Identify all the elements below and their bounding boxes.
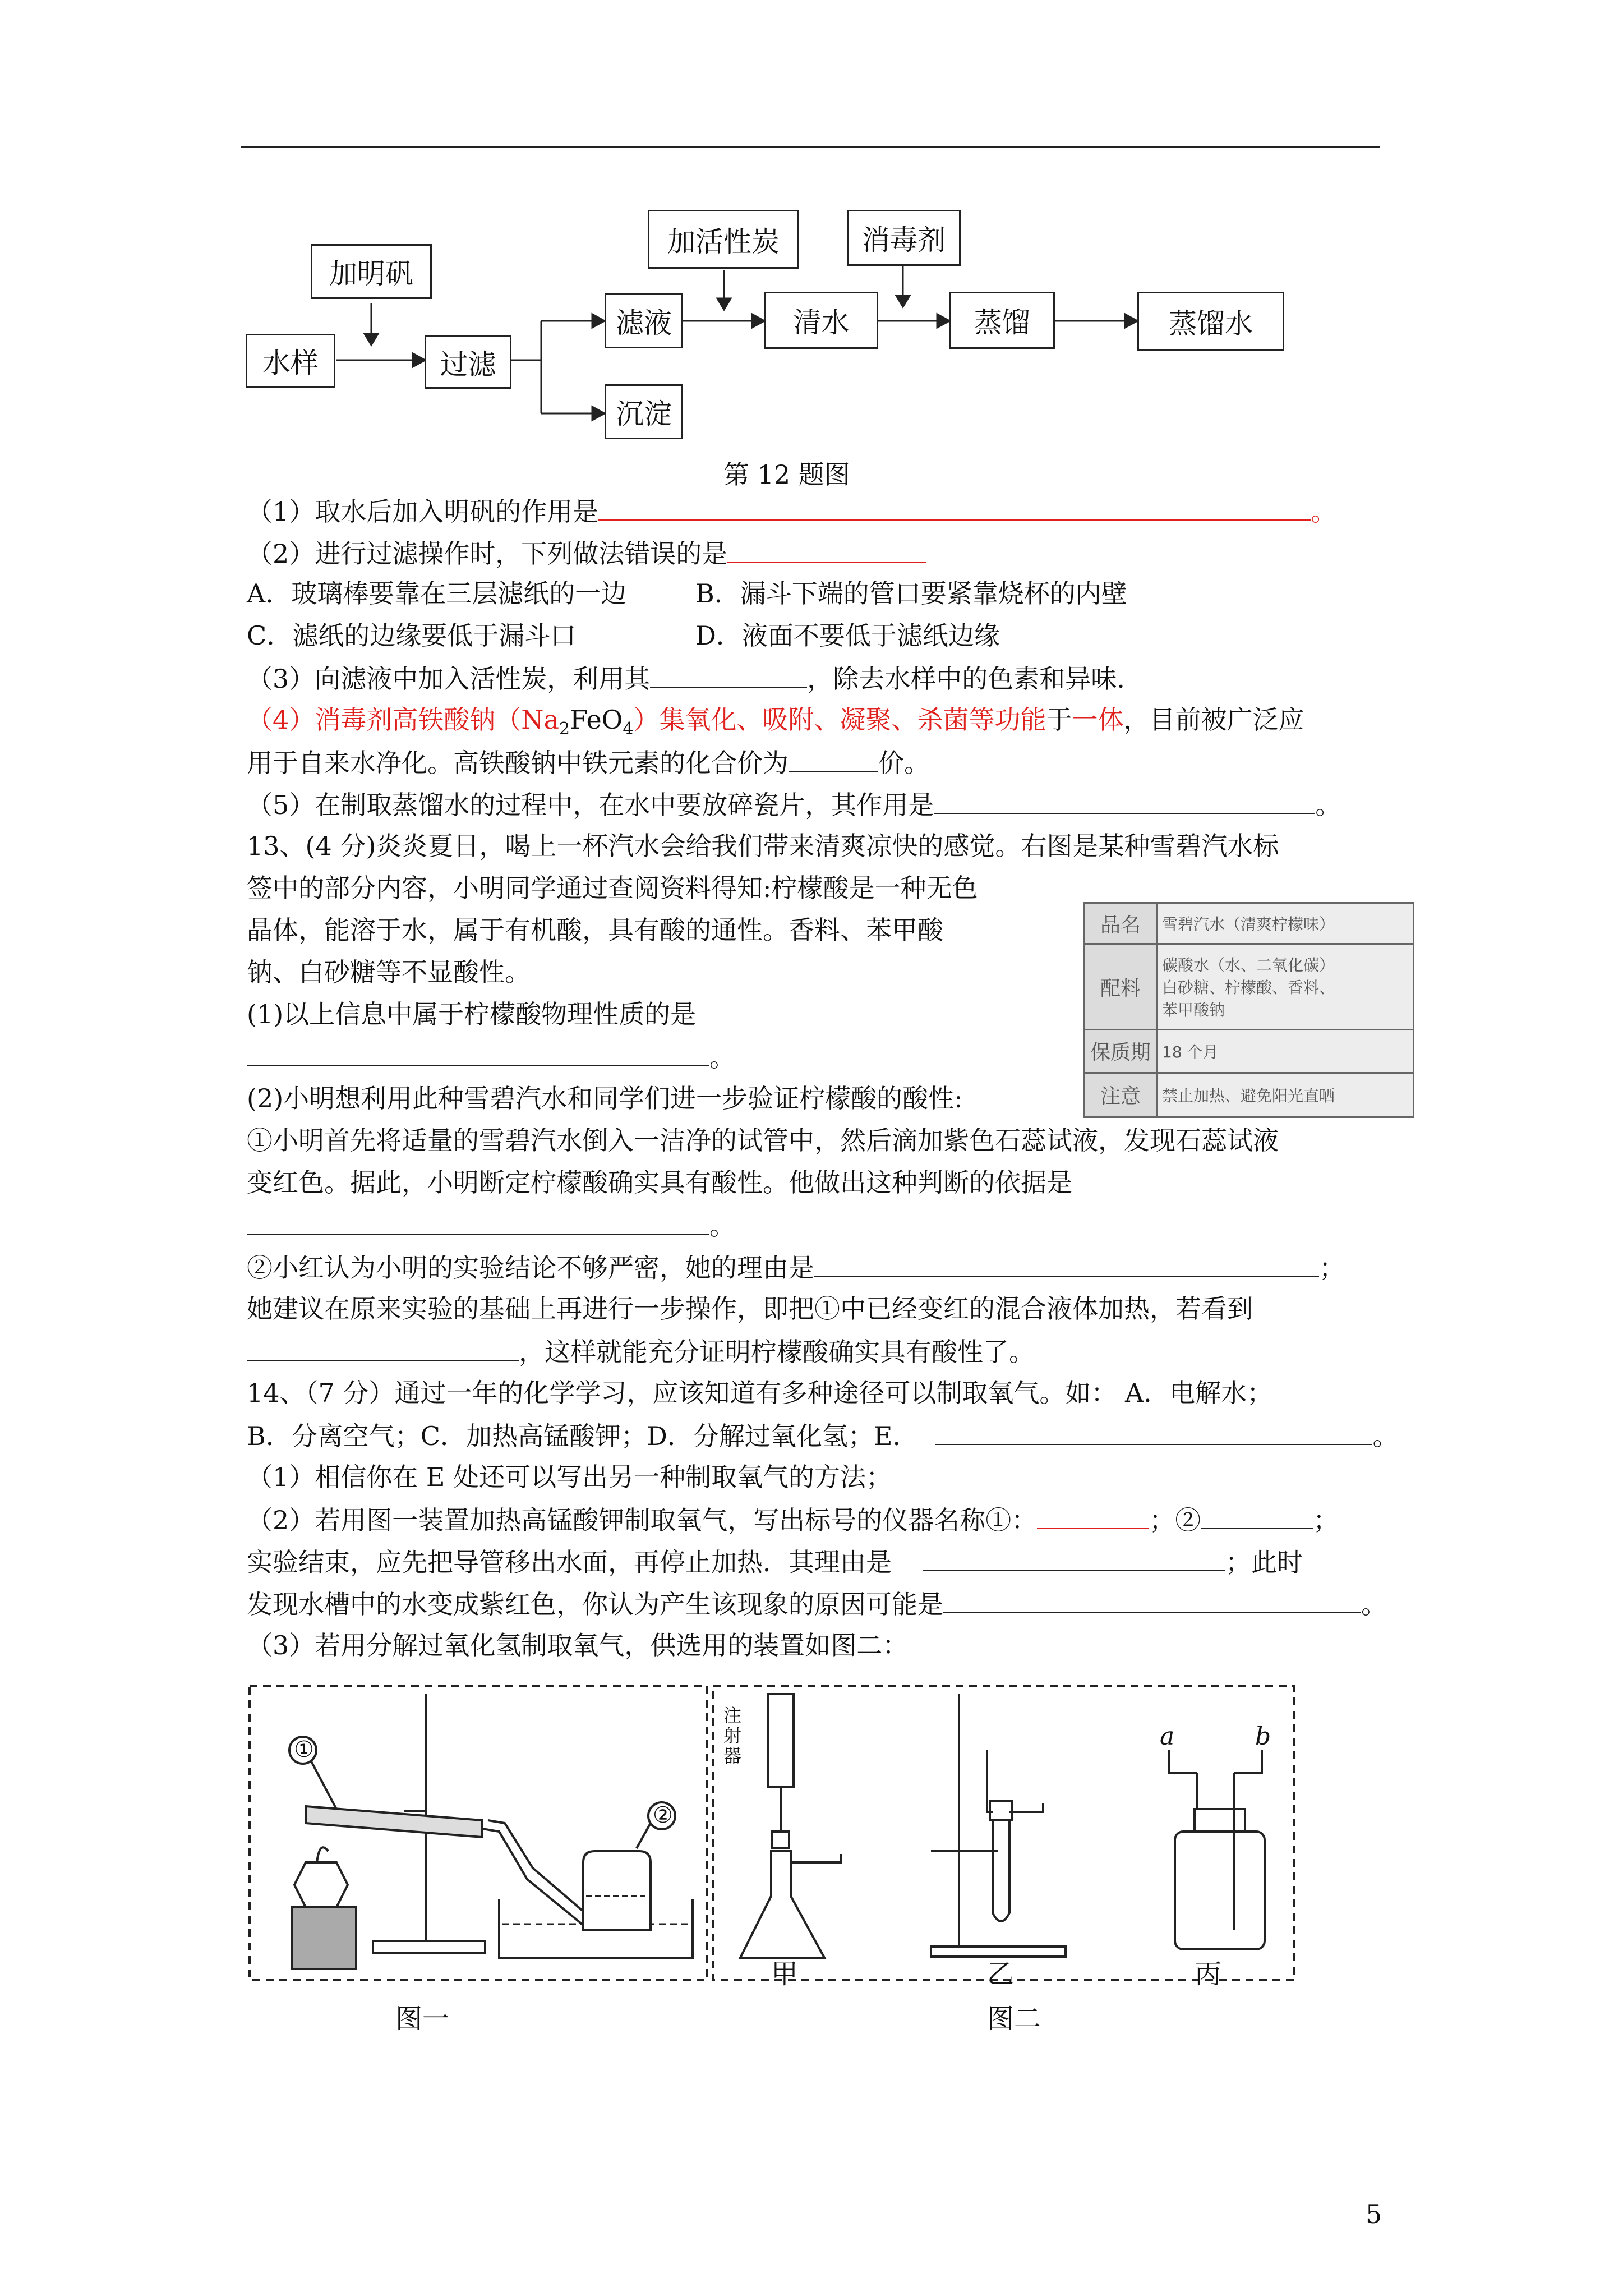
q14-line6: 发现水槽中的水变成紫红色，你认为产生该现象的原因可能是 。 <box>247 1586 1387 1621</box>
flow-box-alum: 加明矾 <box>311 244 432 299</box>
q12-part1: （1）取水后加入明矾的作用是 。 <box>247 494 1336 528</box>
figure2-label-b: b <box>1255 1722 1271 1751</box>
q12-part4-line2: 用于自来水净化。高铁酸钠中铁元素的化合价为 价。 <box>247 745 930 780</box>
figure2-label-a: a <box>1160 1722 1175 1751</box>
figure1-apparatus <box>289 1694 693 1969</box>
flow-box-clean-water: 清水 <box>764 292 878 349</box>
figure1-caption: 图一 <box>395 2003 450 2035</box>
flowchart-caption: 第 12 题图 <box>723 459 850 490</box>
q13-line8: ①小明首先将适量的雪碧汽水倒入一洁净的试管中，然后滴加紫色石蕊试液，发现石蕊试液 <box>247 1125 1279 1156</box>
flow-box-distilled-water: 蒸馏水 <box>1137 292 1284 351</box>
figure2-syringe-label: 注射器 <box>723 1705 742 1766</box>
page-number: 5 <box>1366 2199 1382 2229</box>
q12-part2: （2）进行过滤操作时，下列做法错误的是 <box>247 536 926 570</box>
figure2-label-jia: 甲 <box>771 1958 799 1990</box>
q13-line12: 她建议在原来实验的基础上再进行一步操作，即把①中已经变红的混合液体加热，若看到 <box>247 1294 1253 1324</box>
flow-box-distill: 蒸馏 <box>949 292 1055 349</box>
figure2-caption: 图二 <box>987 2003 1041 2035</box>
flow-box-sediment: 沉淀 <box>605 384 683 439</box>
q13-line10: 。 <box>247 1208 735 1243</box>
q13-line1: 13、(4 分)炎炎夏日，喝上一杯汽水会给我们带来清爽凉快的感觉。右图是某种雪碧汽水标 <box>247 831 1279 861</box>
q13-line11: ②小红认为小明的实验结论不够严密，她的理由是 ； <box>247 1250 1345 1285</box>
q14-line3: （1）相信你在 E 处还可以写出另一种制取氧气的方法； <box>247 1462 892 1492</box>
q14-line1: 14、（7 分）通过一年的化学学习，应该知道有多种途径可以制取氧气。如： A．电解水； <box>247 1378 1273 1408</box>
q12-part4-line1: （4）消毒剂高铁酸钠$(Na_2FeO_4)$集氧化、吸附、凝聚、杀菌等功能于一体，目前被广泛应 <box>247 705 1304 739</box>
q12-option-b: B．漏斗下端的管口要紧靠烧杯的内壁 <box>695 578 1127 609</box>
sprite-label-table: 品名 雪碧汽水（清爽柠檬味） 配料 碳酸水（水、二氧化碳） 白砂糖、柠檬酸、香料、 苯甲酸钠 保质期 18 个月 注意 禁止加热、避免阳光直晒 <box>1083 902 1414 1118</box>
q12-part5: （5）在制取蒸馏水的过程中，在水中要放碎瓷片，其作用是 。 <box>247 787 1341 822</box>
q12-option-d: D．液面不要低于滤纸边缘 <box>695 620 1000 651</box>
q13-line5: (1)以上信息中属于柠檬酸物理性质的是 <box>247 999 697 1029</box>
q13-line4: 钠、白砂糖等不显酸性。 <box>247 957 531 987</box>
figure2-label-bing: 丙 <box>1195 1958 1222 1990</box>
q13-line9: 变红色。据此，小明断定柠檬酸确实具有酸性。他做出这种判断的依据是 <box>247 1167 1072 1198</box>
q14-line5: 实验结束，应先把导管移出水面，再停止加热．其理由是 ；此时 <box>247 1544 1303 1579</box>
q12-option-a: A．玻璃棒要靠在三层滤纸的一边 <box>247 578 627 609</box>
q14-line2: B．分离空气；C．加热高锰酸钾；D．分解过氧化氢；E． 。 <box>247 1418 1398 1453</box>
q12-part3: （3）向滤液中加入活性炭，利用其 ，除去水样中的色素和异味. <box>247 661 1125 696</box>
flow-box-disinfectant: 消毒剂 <box>847 210 961 266</box>
q14-line7: （3）若用分解过氧化氢制取氧气，供选用的装置如图二： <box>247 1630 909 1660</box>
q13-line7: (2)小明想利用此种雪碧汽水和同学们进一步验证柠檬酸的酸性: <box>247 1083 963 1114</box>
figure2-label-yi: 乙 <box>987 1958 1015 1990</box>
figure1-label-1: ① <box>294 1737 314 1763</box>
flow-box-filtrate: 滤液 <box>605 293 683 348</box>
figure2-apparatus <box>740 1694 1265 1958</box>
flow-box-filter: 过滤 <box>425 335 511 389</box>
flow-box-sample: 水样 <box>246 334 335 388</box>
q14-line4: （2）若用图一装置加热高锰酸钾制取氧气，写出标号的仪器名称①： ；② ； <box>247 1502 1339 1537</box>
q13-line2: 签中的部分内容，小明同学通过查阅资料得知:柠檬酸是一种无色 <box>247 873 978 903</box>
q13-line13: ，这样就能充分证明柠檬酸确实具有酸性了。 <box>247 1334 1035 1369</box>
q12-option-c: C．滤纸的边缘要低于漏斗口 <box>247 620 577 651</box>
q13-line3: 晶体，能溶于水，属于有机酸，具有酸的通性。香料、苯甲酸 <box>247 915 943 945</box>
q13-line6: 。 <box>247 1039 735 1074</box>
figure1-label-2: ② <box>653 1802 673 1828</box>
flow-box-carbon: 加活性炭 <box>648 210 799 269</box>
